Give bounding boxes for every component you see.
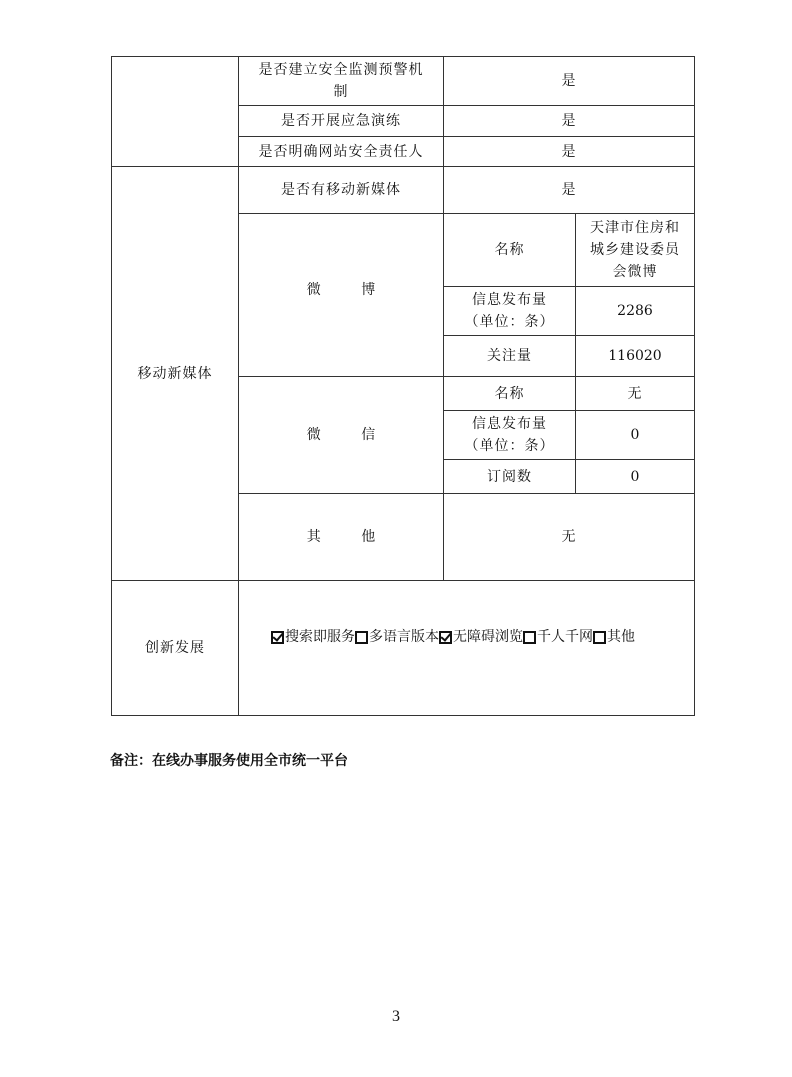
wechat-subscribers-value: 0 bbox=[575, 459, 695, 494]
responsible-label: 是否明确网站安全责任人 bbox=[238, 136, 444, 167]
remark-note: 备注：在线办事服务使用全市统一平台 bbox=[110, 753, 348, 769]
wechat-subscribers-label: 订阅数 bbox=[443, 459, 576, 494]
wechat-posts-label: 信息发布量（单位：条） bbox=[443, 410, 576, 460]
option-other: 其他 bbox=[607, 629, 635, 645]
drill-value: 是 bbox=[443, 105, 695, 137]
responsible-value: 是 bbox=[443, 136, 695, 167]
monitoring-value: 是 bbox=[443, 56, 695, 106]
weibo-name-value: 天津市住房和城乡建设委员会微博 bbox=[575, 213, 695, 287]
weibo-label: 微 博 bbox=[238, 213, 444, 377]
option-search-service: 搜索即服务 bbox=[285, 629, 355, 645]
wechat-posts-value: 0 bbox=[575, 410, 695, 460]
drill-label: 是否开展应急演练 bbox=[238, 105, 444, 137]
option-multilingual: 多语言版本 bbox=[369, 629, 439, 645]
checkbox-multilingual[interactable] bbox=[355, 631, 368, 644]
option-personalized: 千人千网 bbox=[537, 629, 593, 645]
has-mobile-media-value: 是 bbox=[443, 166, 695, 214]
innovation-section-label: 创新发展 bbox=[111, 580, 239, 716]
weibo-posts-value: 2286 bbox=[575, 286, 695, 336]
wechat-name-value: 无 bbox=[575, 376, 695, 411]
monitoring-label: 是否建立安全监测预警机制 bbox=[238, 56, 444, 106]
innovation-options-cell bbox=[238, 580, 695, 716]
option-accessible-browsing: 无障碍浏览 bbox=[453, 629, 523, 645]
checkbox-accessible-browsing[interactable] bbox=[439, 631, 452, 644]
has-mobile-media-label: 是否有移动新媒体 bbox=[238, 166, 444, 214]
mobile-media-section-label: 移动新媒体 bbox=[111, 166, 239, 581]
table-cell-empty bbox=[111, 56, 239, 167]
weibo-followers-value: 116020 bbox=[575, 335, 695, 377]
wechat-label: 微 信 bbox=[238, 376, 444, 494]
checkbox-other[interactable] bbox=[593, 631, 606, 644]
weibo-name-label: 名称 bbox=[443, 213, 576, 287]
weibo-followers-label: 关注量 bbox=[443, 335, 576, 377]
other-media-label: 其 他 bbox=[238, 493, 444, 581]
innovation-options bbox=[271, 627, 635, 647]
checkbox-search-service[interactable] bbox=[271, 631, 284, 644]
wechat-name-label: 名称 bbox=[443, 376, 576, 411]
other-media-value: 无 bbox=[443, 493, 695, 581]
weibo-posts-label: 信息发布量（单位：条） bbox=[443, 286, 576, 336]
checkbox-personalized[interactable] bbox=[523, 631, 536, 644]
page-number: 3 bbox=[392, 1008, 400, 1025]
